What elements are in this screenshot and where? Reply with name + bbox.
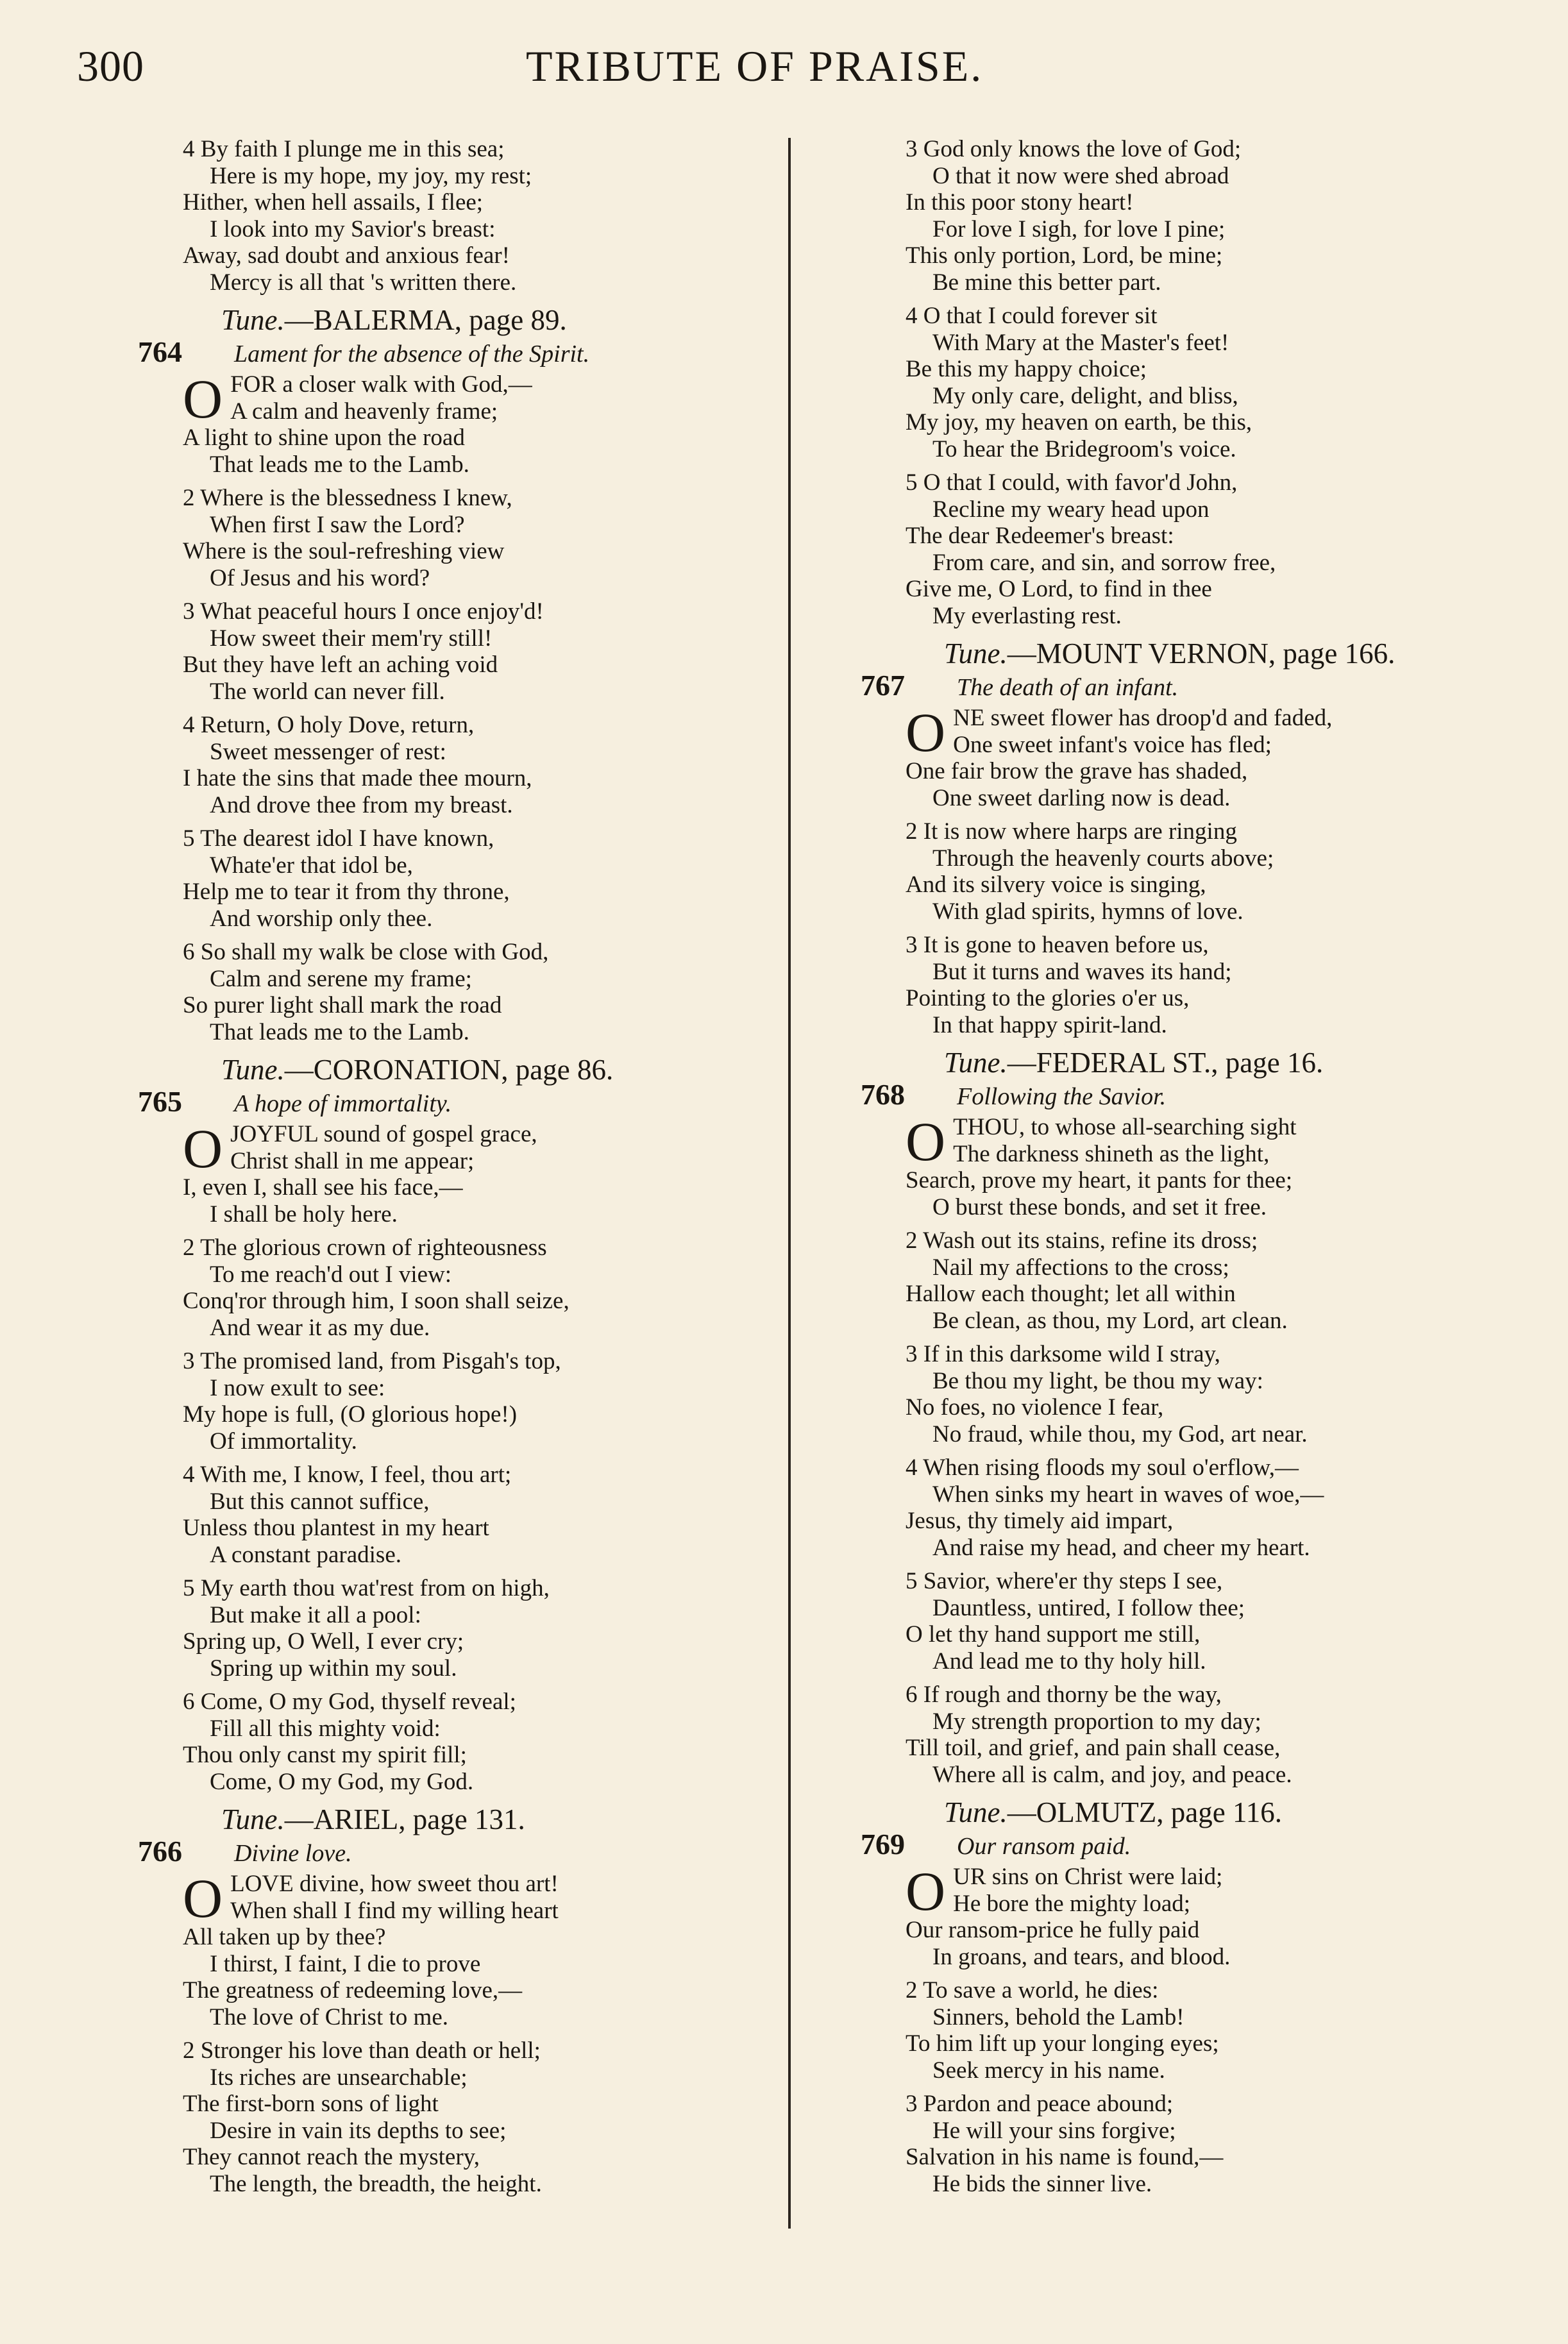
verse-line: My hope is full, (O glorious hope!) (183, 1401, 518, 1428)
verse-line: With glad spirits, hymns of love. (932, 898, 1243, 925)
stanza (906, 818, 1483, 925)
stanza (906, 1341, 1483, 1447)
verse-line: The love of Christ to me. (210, 2003, 448, 2030)
tune-prefix: Tune. (944, 1047, 1007, 1079)
verse-line: Mercy is all that 's written there. (210, 269, 517, 296)
verse-line: In this poor stony heart! (906, 189, 1134, 215)
verse-line: I now exult to see: (210, 1374, 385, 1401)
verse-line: 5 The dearest idol I have known, (183, 825, 494, 852)
verse-line: Spring up, O Well, I ever cry; (183, 1628, 464, 1655)
stanza (183, 1575, 734, 1682)
verse-line: I look into my Savior's breast: (210, 215, 496, 242)
stanza (183, 712, 734, 818)
verse-line: O that it now were shed abroad (932, 162, 1229, 189)
verse-line: The greatness of redeeming love,— (183, 1977, 523, 2003)
verse-line: Seek mercy in his name. (932, 2057, 1165, 2084)
verse-line: Calm and serene my frame; (210, 965, 472, 992)
verse-line: Salvation in his name is found,— (906, 2144, 1224, 2170)
verse-line: Christ shall in me appear; (230, 1147, 475, 1174)
verse-line: Here is my hope, my joy, my rest; (210, 162, 532, 189)
verse-line: From care, and sin, and sorrow free, (932, 549, 1276, 576)
first-stanza (906, 702, 1483, 811)
hymn-number: 768 (861, 1078, 905, 1111)
first-stanza (183, 1868, 734, 2030)
stanza (906, 469, 1483, 629)
tune-name: —OLMUTZ, page 116. (1007, 1796, 1283, 1828)
stanza (906, 136, 1483, 296)
verse-line: Whate'er that idol be, (210, 852, 413, 879)
verse-line: 6 So shall my walk be close with God, (183, 939, 549, 965)
verse-line: 4 When rising floods my soul o'erflow,— (906, 1454, 1299, 1481)
verse-line: Sweet messenger of rest: (210, 738, 446, 765)
verse-line: To hear the Bridegroom's voice. (932, 435, 1236, 462)
stanza (183, 825, 734, 932)
verse-line: And lead me to thy holy hill. (932, 1648, 1206, 1674)
tune-reference (906, 1795, 1483, 1830)
verse-line: LOVE divine, how sweet thou art! (230, 1871, 559, 1897)
verse-line: I hate the sins that made thee mourn, (183, 765, 532, 791)
hymn-heading (138, 337, 734, 369)
verse-line: O burst these bonds, and set it free. (932, 1193, 1267, 1220)
verse-line: For love I sigh, for love I pine; (932, 215, 1226, 242)
verse-line: Sinners, behold the Lamb! (932, 2003, 1184, 2030)
verse-line: 2 Where is the blessedness I knew, (183, 485, 512, 511)
verse-line: 3 It is gone to heaven before us, (906, 932, 1209, 958)
verse-line: 2 Wash out its stains, refine its dross; (906, 1227, 1258, 1254)
verse-line: To him lift up your longing eyes; (906, 2030, 1219, 2057)
hymn-title: Lament for the absence of the Spirit. (234, 341, 590, 367)
verse-line: Desire in vain its depths to see; (210, 2117, 507, 2144)
column-divider (788, 138, 791, 2229)
stanza (183, 1689, 734, 1795)
verse-line: My everlasting rest. (932, 602, 1122, 629)
hymn-number: 766 (138, 1835, 182, 1868)
hymn-heading (861, 1830, 1483, 1861)
right-column (861, 136, 1483, 2204)
verse-line: But it turns and waves its hand; (932, 958, 1232, 985)
tune-name: —BALERMA, page 89. (284, 304, 567, 336)
tune-reference (183, 1052, 734, 1087)
verse-line: 2 Stronger his love than death or hell; (183, 2037, 541, 2064)
verse-line: And raise my head, and cheer my heart. (932, 1534, 1310, 1561)
stanza (906, 1454, 1483, 1561)
verse-line: Give me, O Lord, to find in thee (906, 576, 1212, 602)
verse-line: In groans, and tears, and blood. (932, 1943, 1231, 1970)
hymn-title: The death of an infant. (957, 674, 1179, 701)
first-stanza (906, 1111, 1483, 1220)
verse-line: 2 The glorious crown of righteousness (183, 1235, 547, 1261)
verse-line: When sinks my heart in waves of woe,— (932, 1481, 1324, 1508)
verse-line: But this cannot suffice, (210, 1488, 430, 1515)
verse-line: 3 Pardon and peace abound; (906, 2091, 1174, 2117)
verse-line: Till toil, and grief, and pain shall cease, (906, 1735, 1281, 1761)
verse-line: Of immortality. (210, 1428, 357, 1454)
verse-line: How sweet their mem'ry still! (210, 625, 493, 652)
first-stanza (183, 368, 734, 478)
stanza (183, 485, 734, 591)
verse-line: Our ransom-price he fully paid (906, 1917, 1200, 1943)
verse-line: Away, sad doubt and anxious fear! (183, 242, 510, 269)
verse-line: To me reach'd out I view: (210, 1261, 452, 1288)
verse-line: The first-born sons of light (183, 2091, 439, 2117)
hymn-number: 769 (861, 1828, 905, 1860)
verse-line: One sweet darling now is dead. (932, 784, 1231, 811)
verse-line: The darkness shineth as the light, (953, 1140, 1270, 1167)
hymn-title: Following the Savior. (957, 1083, 1167, 1110)
verse-line: Nail my affections to the cross; (932, 1254, 1229, 1281)
verse-line: THOU, to whose all-searching sight (953, 1114, 1297, 1140)
verse-line: A calm and heavenly frame; (230, 398, 498, 425)
verse-line: Fill all this mighty void: (210, 1715, 441, 1742)
verse-line: 4 With me, I know, I feel, thou art; (183, 1462, 512, 1488)
verse-line: Come, O my God, my God. (210, 1768, 474, 1795)
hymn-title: A hope of immortality. (234, 1090, 452, 1117)
verse-line: O let thy hand support me still, (906, 1621, 1201, 1648)
verse-line: 5 O that I could, with favor'd John, (906, 469, 1238, 496)
hymn-heading (138, 1837, 734, 1868)
stanza (183, 1462, 734, 1568)
tune-reference (183, 1802, 734, 1837)
stanza (906, 1568, 1483, 1674)
verse-line: The dear Redeemer's breast: (906, 523, 1174, 549)
verse-line: Jesus, thy timely aid impart, (906, 1508, 1174, 1534)
verse-line: With Mary at the Master's feet! (932, 329, 1229, 356)
verse-line: The world can never fill. (210, 678, 445, 705)
verse-line: FOR a closer walk with God,— (230, 371, 532, 398)
drop-cap: O (183, 368, 223, 430)
verse-line: And its silvery voice is singing, (906, 872, 1206, 898)
verse-line: 5 My earth thou wat'rest from on high, (183, 1575, 550, 1601)
verse-line: 4 O that I could forever sit (906, 303, 1158, 329)
stanza (906, 932, 1483, 1038)
tune-name: —MOUNT VERNON, page 166. (1007, 637, 1395, 670)
verse-line: Spring up within my soul. (210, 1655, 457, 1682)
stanza (183, 1235, 734, 1341)
hymn-number: 764 (138, 335, 182, 368)
hymn-number: 765 (138, 1085, 182, 1118)
verse-line: Be this my happy choice; (906, 356, 1147, 382)
verse-line: He will your sins forgive; (932, 2117, 1176, 2144)
verse-line: No foes, no violence I fear, (906, 1394, 1164, 1421)
tune-name: —ARIEL, page 131. (284, 1803, 525, 1835)
verse-line: 6 If rough and thorny be the way, (906, 1682, 1222, 1708)
verse-line: Of Jesus and his word? (210, 564, 430, 591)
verse-line: The length, the breadth, the height. (210, 2170, 542, 2197)
stanza (183, 2037, 734, 2197)
tune-prefix: Tune. (221, 1054, 285, 1086)
verse-line: And worship only thee. (210, 905, 433, 932)
stanza (183, 939, 734, 1045)
verse-line: My strength proportion to my day; (932, 1708, 1261, 1735)
verse-line: 3 God only knows the love of God; (906, 136, 1242, 162)
verse-line: But they have left an aching void (183, 652, 498, 678)
hymn-title: Our ransom paid. (957, 1833, 1131, 1860)
verse-line: 3 The promised land, from Pisgah's top, (183, 1348, 561, 1374)
verse-line: He bore the mighty load; (953, 1890, 1191, 1917)
verse-line: I thirst, I faint, I die to prove (210, 1950, 481, 1977)
stanza (183, 598, 734, 705)
stanza (183, 136, 734, 296)
tune-name: —FEDERAL ST., page 16. (1007, 1047, 1324, 1079)
verse-line: 6 Come, O my God, thyself reveal; (183, 1689, 516, 1715)
page-title: TRIBUTE OF PRAISE. (526, 42, 984, 90)
verse-line: So purer light shall mark the road (183, 992, 502, 1018)
tune-prefix: Tune. (221, 304, 285, 336)
verse-line: And wear it as my due. (210, 1314, 430, 1341)
verse-line: Be clean, as thou, my Lord, art clean. (932, 1307, 1288, 1334)
tune-reference (906, 636, 1483, 671)
first-stanza (183, 1118, 734, 1227)
verse-line: A light to shine upon the road (183, 425, 465, 451)
stanza (906, 303, 1483, 462)
drop-cap: O (906, 1860, 946, 1922)
verse-line: 4 By faith I plunge me in this sea; (183, 136, 505, 162)
verse-line: All taken up by thee? (183, 1924, 386, 1950)
verse-line: 3 What peaceful hours I once enjoy'd! (183, 598, 544, 625)
verse-line: Hither, when hell assails, I flee; (183, 189, 484, 215)
verse-line: And drove thee from my breast. (210, 791, 513, 818)
hymn-heading (861, 671, 1483, 702)
hymn-heading (861, 1080, 1483, 1111)
verse-line: Be mine this better part. (932, 269, 1161, 296)
verse-line: NE sweet flower has droop'd and faded, (953, 705, 1333, 731)
verse-line: Through the heavenly courts above; (932, 845, 1274, 872)
verse-line: Search, prove my heart, it pants for thee; (906, 1167, 1293, 1193)
verse-line: In that happy spirit-land. (932, 1011, 1167, 1038)
verse-line: 5 Savior, where'er thy steps I see, (906, 1568, 1223, 1594)
verse-line: Dauntless, untired, I follow thee; (932, 1594, 1245, 1621)
verse-line: But make it all a pool: (210, 1601, 421, 1628)
verse-line: This only portion, Lord, be mine; (906, 242, 1223, 269)
tune-reference (183, 303, 734, 337)
verse-line: They cannot reach the mystery, (183, 2144, 480, 2170)
page-number: 300 (77, 42, 144, 90)
verse-line: JOYFUL sound of gospel grace, (230, 1121, 537, 1147)
verse-line: A constant paradise. (210, 1541, 401, 1568)
stanza (906, 1977, 1483, 2084)
verse-line: Hallow each thought; let all within (906, 1281, 1236, 1307)
tune-reference (906, 1045, 1483, 1080)
verse-line: Where is the soul-refreshing view (183, 538, 505, 564)
verse-line: Unless thou plantest in my heart (183, 1515, 489, 1541)
tune-prefix: Tune. (944, 637, 1007, 670)
verse-line: 4 Return, O holy Dove, return, (183, 712, 475, 738)
verse-line: My joy, my heaven on earth, be this, (906, 409, 1252, 435)
verse-line: I shall be holy here. (210, 1201, 398, 1227)
verse-line: Conq'ror through him, I soon shall seize, (183, 1288, 569, 1314)
verse-line: That leads me to the Lamb. (210, 451, 469, 478)
verse-line: When shall I find my willing heart (230, 1897, 559, 1924)
tune-name: —CORONATION, page 86. (284, 1054, 614, 1086)
left-column (138, 136, 734, 2204)
tune-prefix: Tune. (944, 1796, 1007, 1828)
verse-line: Help me to tear it from thy throne, (183, 879, 510, 905)
verse-line: 2 It is now where harps are ringing (906, 818, 1237, 845)
stanza (906, 1682, 1483, 1788)
verse-line: No fraud, while thou, my God, art near. (932, 1421, 1308, 1447)
verse-line: I, even I, shall see his face,— (183, 1174, 463, 1201)
verse-line: Thou only canst my spirit fill; (183, 1742, 467, 1768)
stanza (906, 1227, 1483, 1334)
stanza (906, 2091, 1483, 2197)
tune-prefix: Tune. (221, 1803, 285, 1835)
verse-line: Pointing to the glories o'er us, (906, 985, 1190, 1011)
verse-line: Recline my weary head upon (932, 496, 1210, 523)
verse-line: Its riches are unsearchable; (210, 2064, 468, 2091)
verse-line: One fair brow the grave has shaded, (906, 758, 1248, 784)
drop-cap: O (906, 1111, 946, 1172)
hymn-number: 767 (861, 669, 905, 702)
stanza (183, 1348, 734, 1454)
verse-line: He bids the sinner live. (932, 2170, 1152, 2197)
verse-line: That leads me to the Lamb. (210, 1018, 469, 1045)
verse-line: UR sins on Christ were laid; (953, 1864, 1223, 1890)
drop-cap: O (183, 1118, 223, 1179)
verse-line: 3 If in this darksome wild I stray, (906, 1341, 1220, 1367)
drop-cap: O (906, 702, 946, 763)
first-stanza (906, 1860, 1483, 1970)
verse-line: One sweet infant's voice has fled; (953, 731, 1272, 758)
verse-line: When first I saw the Lord? (210, 511, 465, 538)
verse-line: Where all is calm, and joy, and peace. (932, 1761, 1292, 1788)
verse-line: My only care, delight, and bliss, (932, 382, 1238, 409)
verse-line: 2 To save a world, he dies: (906, 1977, 1159, 2003)
hymn-heading (138, 1087, 734, 1118)
verse-line: Be thou my light, be thou my way: (932, 1367, 1263, 1394)
hymn-title: Divine love. (234, 1840, 352, 1867)
drop-cap: O (183, 1868, 223, 1929)
